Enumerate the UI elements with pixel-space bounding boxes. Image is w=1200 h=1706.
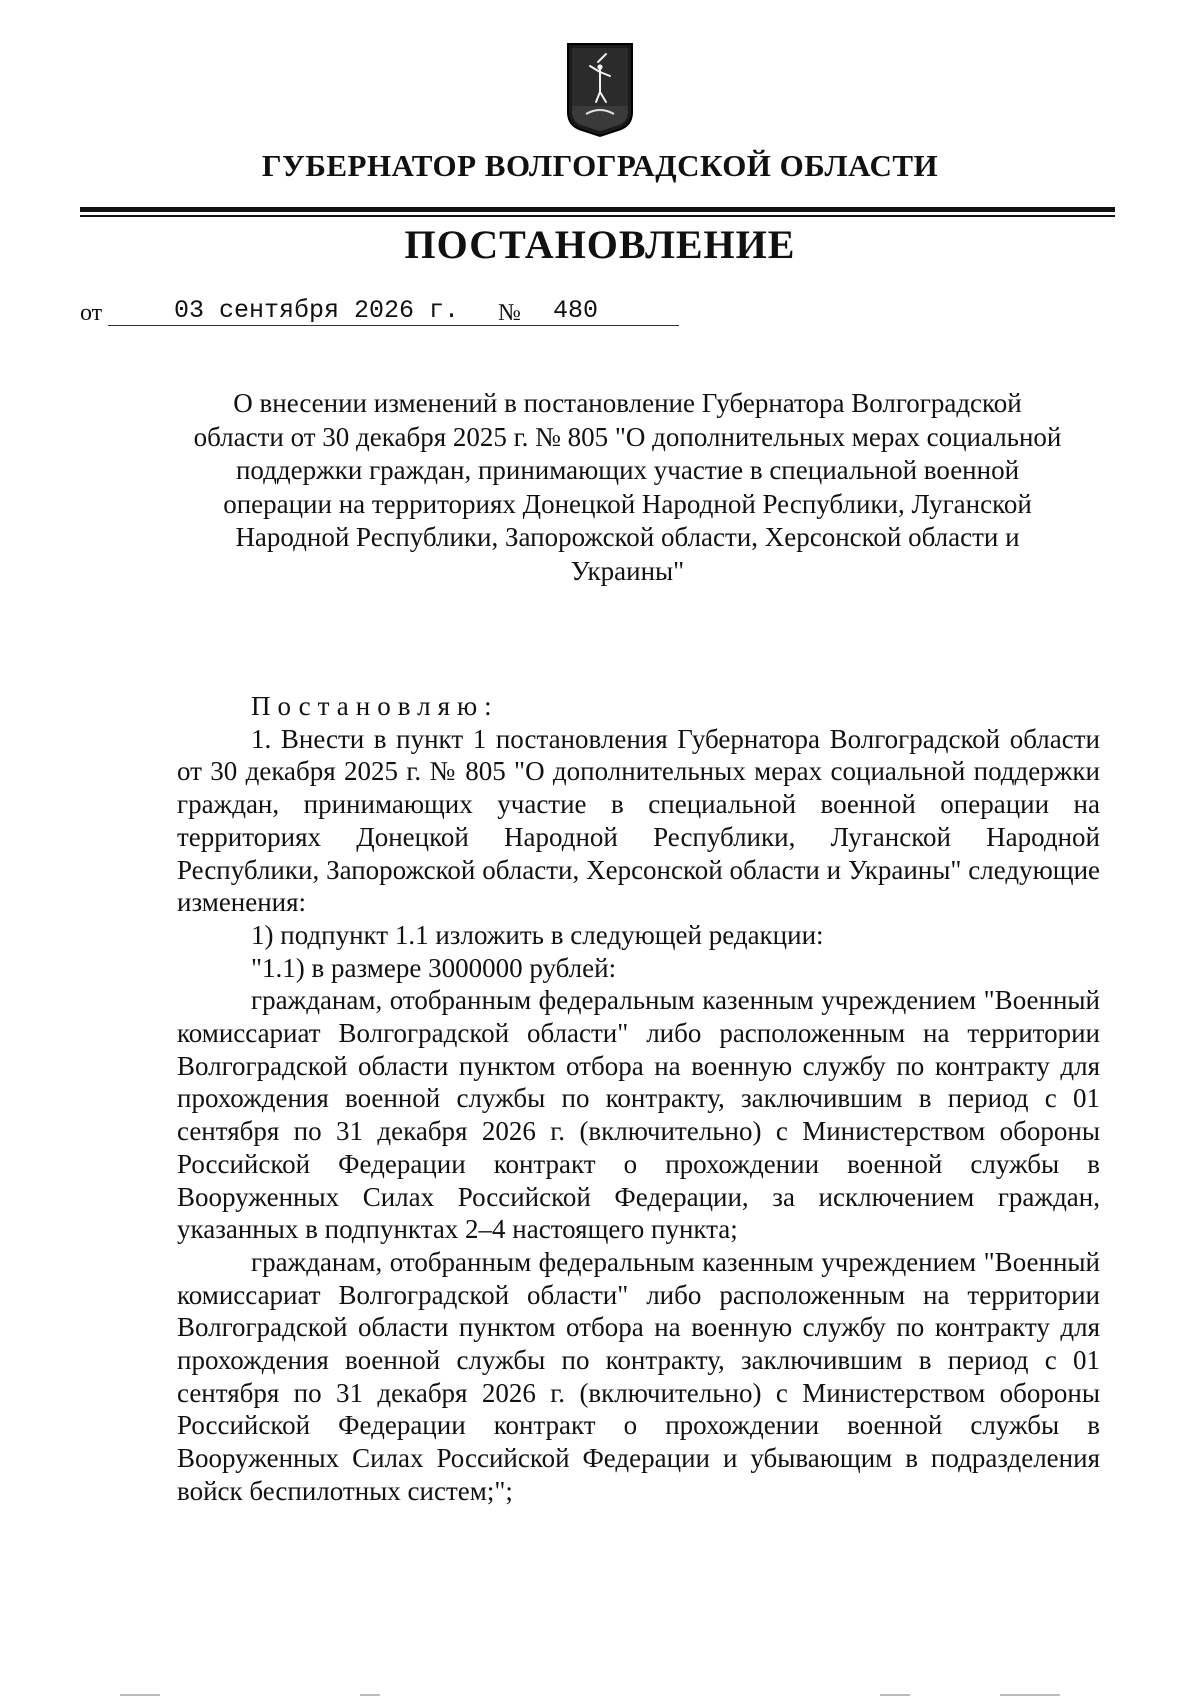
header-rule-thick: [80, 207, 1115, 212]
from-label: от: [80, 300, 103, 326]
body-paragraph: "1.1) в размере 3000000 рублей:: [251, 952, 617, 983]
body-paragraph: гражданам, отобранным федеральным казенным учреждением "Военный комиссариат Волгоградской области" либо расположенным на территории Волгоградской области пунктом отбора на военную службу по контракту для прохождения военной службы по контракту, заключившим в период с 01 сентября по 31 декабря 2026 г. (включительно) с Министерством обороны Российской Федерации контракт о прохождении военной службы в Вооруженных Силах Российской Федерации и убывающим в подразделения войск беспилотных систем;";: [177, 1246, 1100, 1506]
resolve-statement: Постановляю:: [251, 691, 499, 721]
header-rule-thin: [80, 215, 1115, 217]
coat-of-arms-icon: [560, 40, 640, 140]
body-paragraph: гражданам, отобранным федеральным казенным учреждением "Военный комиссариат Волгоградской области" либо расположенным на территории Волгоградской области пунктом отбора на военную службу по контракту для прохождения военной службы по контракту, заключившим в период с 01 сентября по 31 декабря 2026 г. (включительно) с Министерством обороны Российской Федерации контракт о прохождении военной службы в Вооруженных Силах Российской Федерации, за исключением граждан, указанных в подпунктах 2–4 настоящего пункта;: [177, 985, 1100, 1245]
document-subject: О внесении изменений в постановление Губернатора Волгоградской области от 30 декабря 2025 г. № 805 "О дополнительных мерах социальной поддержки граждан, принимающих участие в специальной военной операции на территориях Донецкой Народной Республики, Луганской Народной Республики, Запорожской области, Херсонской области и Украины": [193, 388, 1062, 586]
body-paragraph: 1. Внести в пункт 1 постановления Губернатора Волгоградской области от 30 декабря 2025 г. № 805 "О дополнительных мерах социальной поддержки граждан, принимающих участие в специальной военной операции на территориях Донецкой Народной Республики, Луганской Народной Республики, Запорожской области, Херсонской области и Украины" следующие изменения:: [177, 723, 1100, 918]
document-body: [177, 690, 1100, 1508]
number-label: №: [498, 300, 521, 326]
number-underline: [527, 325, 679, 326]
scan-artifact: [120, 1694, 160, 1696]
document-type: ПОСТАНОВЛЕНИЕ: [404, 222, 796, 267]
issuing-authority: ГУБЕРНАТОР ВОЛГОГРАДСКОЙ ОБЛАСТИ: [261, 148, 939, 183]
scan-artifact: [1000, 1694, 1060, 1696]
scan-artifact: [880, 1694, 910, 1696]
scan-artifact: [360, 1694, 380, 1696]
document-number: 480: [553, 296, 599, 325]
body-paragraph: 1) подпункт 1.1 изложить в следующей редакции:: [251, 919, 824, 950]
document-date: 03 сентября 2026 г.: [174, 296, 460, 325]
